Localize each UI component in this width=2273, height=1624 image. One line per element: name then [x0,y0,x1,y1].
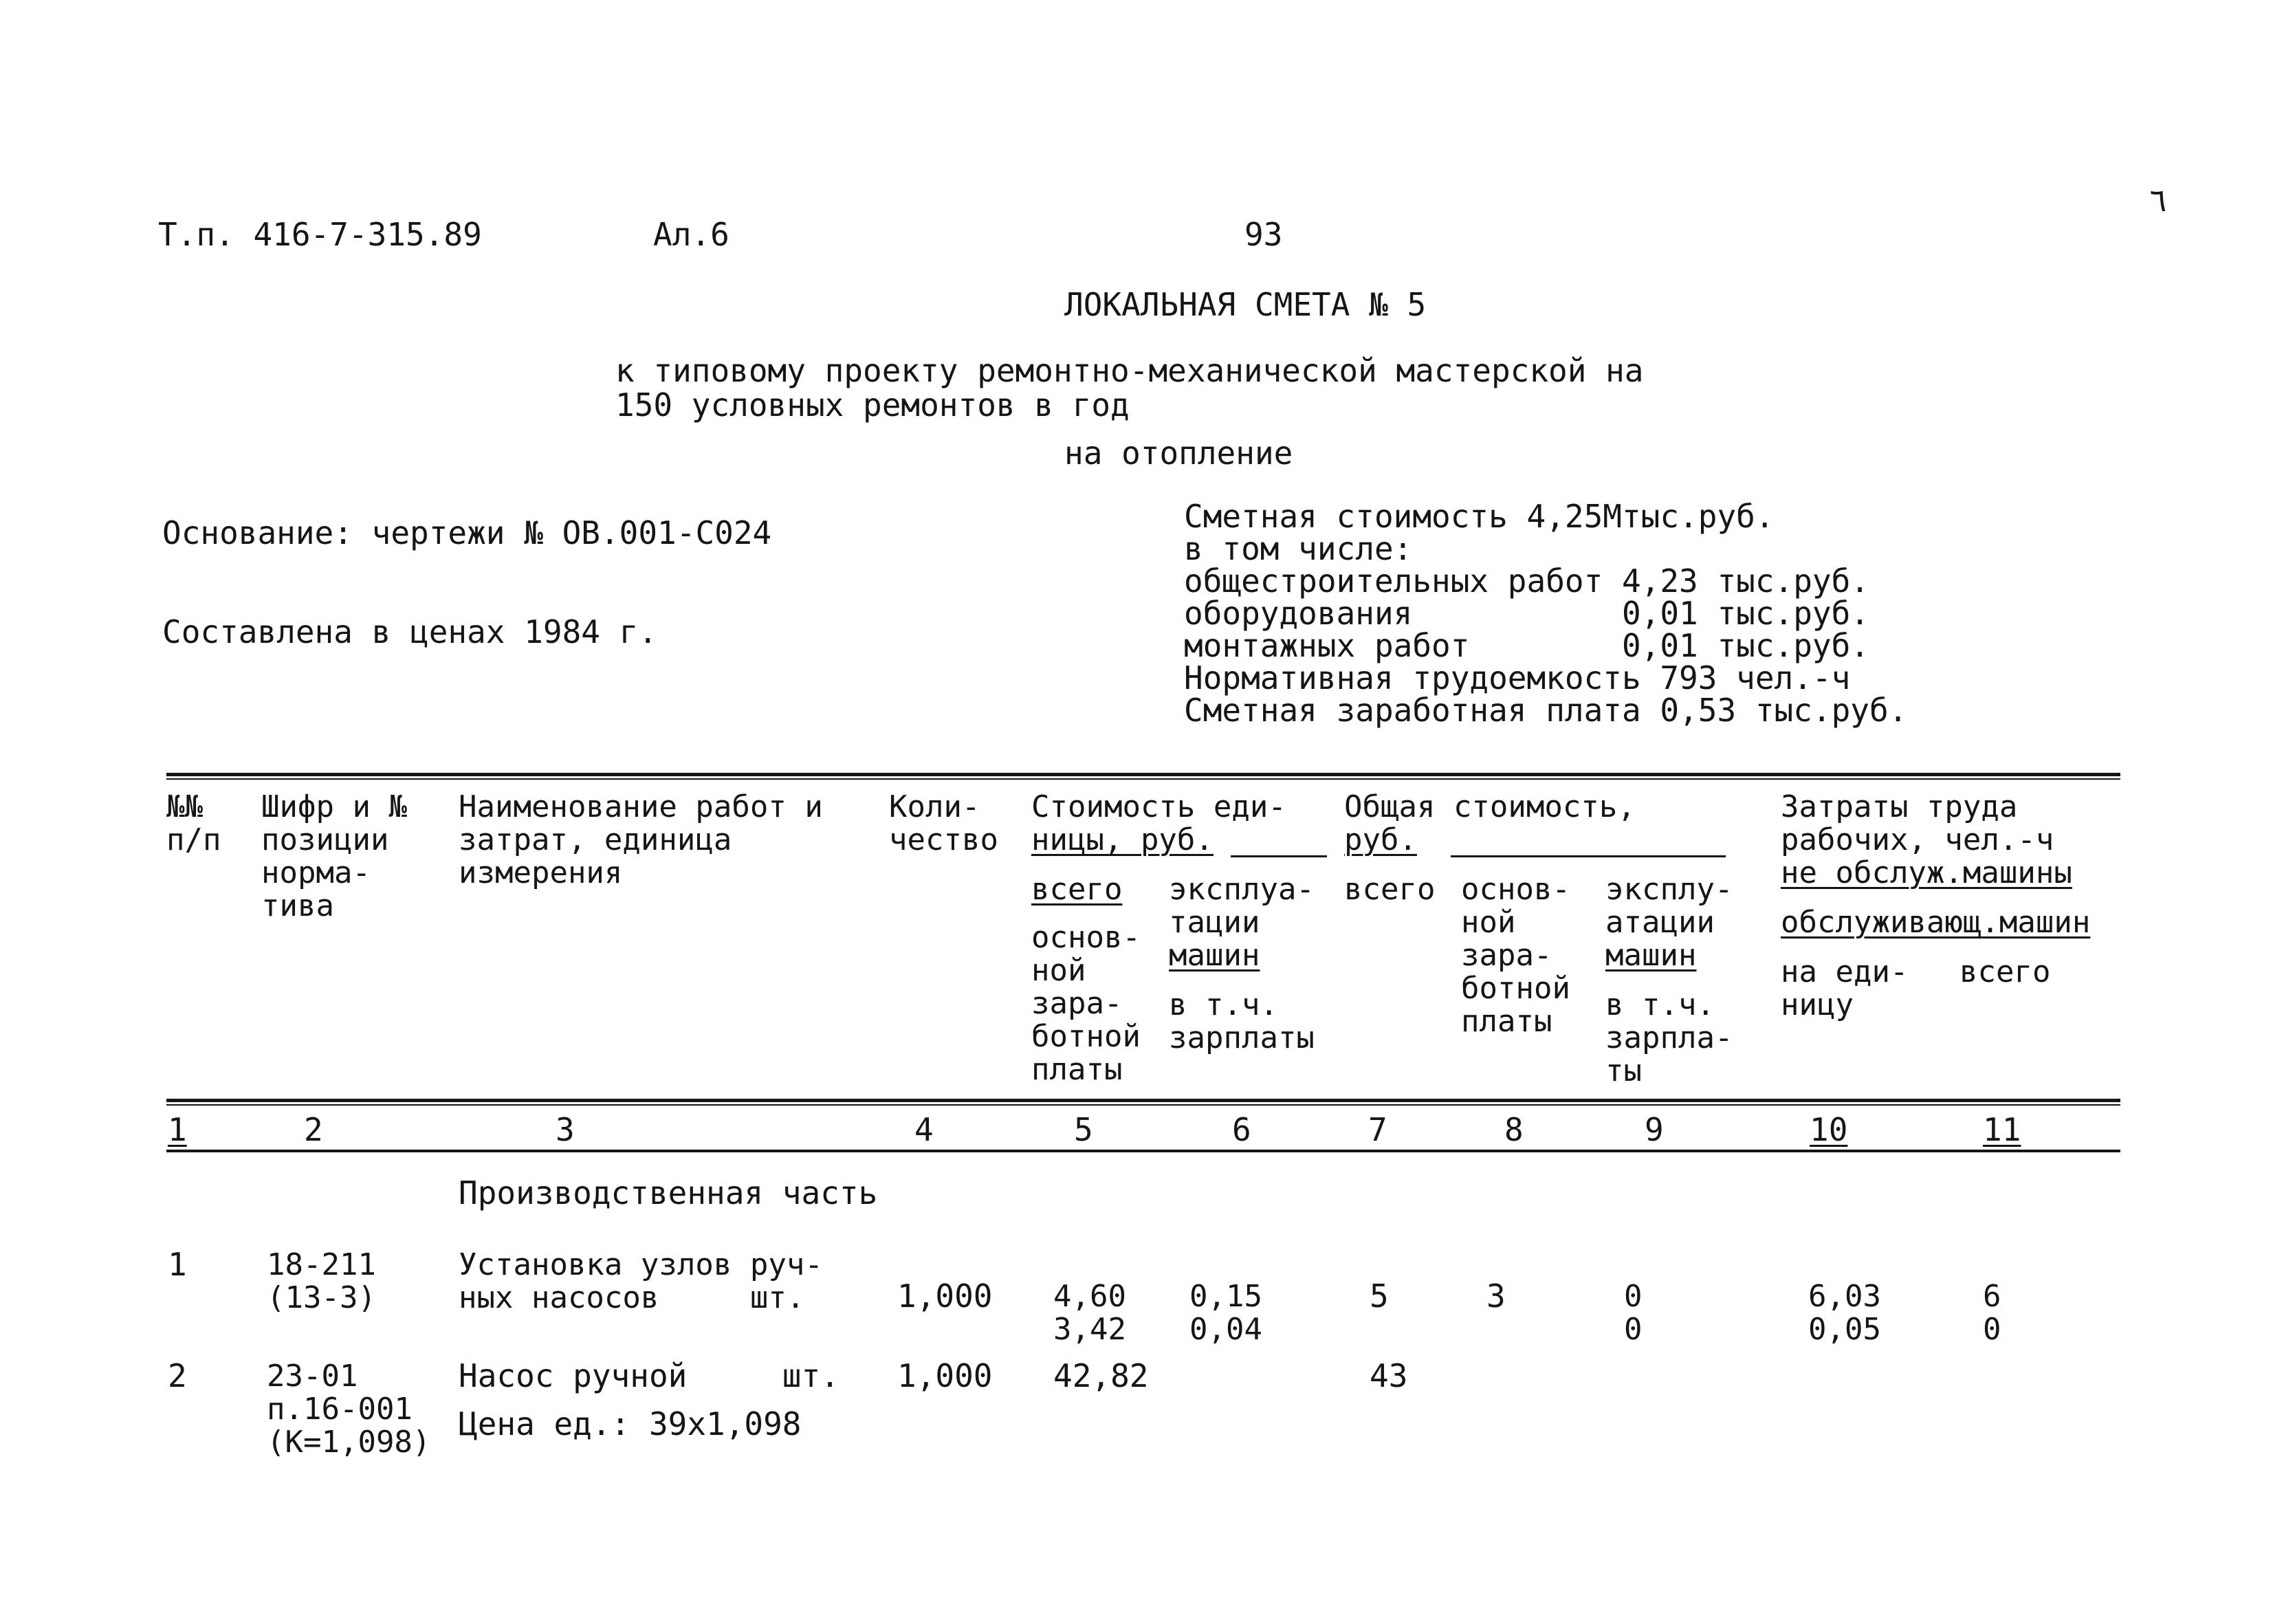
row-labor-total: 6 0 [1983,1279,2001,1347]
row-total-wages: 3 [1486,1277,1506,1315]
summary-line: Сметная стоимость 4,25Мтыс.руб. [1184,498,1775,535]
column-number: 11 [1983,1111,2021,1148]
cost-summary [1184,498,1908,729]
header-bottom-rule-thin [166,1104,2120,1106]
page-number: 93 [1244,216,1283,253]
column-number: 7 [1368,1111,1387,1148]
summary-line: оборудования 0,01 тыс.руб. [1184,595,1869,632]
col-header-labor-no-machines: не обслуж.машины [1781,855,2072,890]
col-header-total-all: всего [1344,872,1436,907]
column-number: 5 [1074,1111,1093,1148]
subtitle-line-3: на отопление [1064,435,1293,472]
table-top-rule [166,773,2120,776]
row-total-machines: 0 0 [1624,1279,1643,1347]
col-header-total-machines: эксплу- атации [1605,872,1733,940]
row-name: Установка узлов руч- ных насосов шт. [459,1247,823,1315]
col-header-labor-workers: рабочих, чел.-ч [1781,822,2054,857]
col-header-unit-machines-wages: в т.ч. зарплаты [1169,987,1315,1055]
row-number: 1 [168,1246,187,1283]
summary-line: монтажных работ 0,01 тыс.руб. [1184,627,1869,664]
col-header-code: Шифр и № позиции норма- тива [261,789,407,923]
summary-line: Сметная заработная плата 0,53 тыс.руб. [1184,692,1908,729]
row-labor-per-unit: 6,03 0,05 [1808,1279,1881,1347]
row-total-cost: 43 [1370,1357,1408,1394]
summary-line: Нормативная трудоемкость 793 чел.-ч [1184,659,1851,696]
column-number: 1 [168,1111,187,1148]
col-header-labor-machine-operators: обслуживающ.машин [1781,905,2091,940]
col-header-total-machines-b: машин [1605,938,1697,973]
project-code: Т.п. 416-7-315.89 [158,216,482,253]
row-unit-machines: 0,15 0,04 [1189,1279,1262,1347]
col-header-unit-cost: Стоимость еди- [1031,789,1286,824]
album-number: Ал.6 [653,216,729,253]
column-number: 8 [1504,1111,1524,1148]
row-price-note: Цена ед.: 39х1,098 [459,1405,802,1442]
column-number: 3 [556,1111,575,1148]
column-number: 10 [1810,1111,1848,1148]
col-header-total-machines-wages: в т.ч. зарпла- ты [1605,987,1733,1088]
column-number: 2 [304,1111,323,1148]
basis-prices: Составлена в ценах 1984 г. [162,613,658,650]
row-number: 2 [168,1357,187,1394]
col-header-unit-cost-unit: ницы, руб. [1031,822,1214,857]
col-header-unit-wages: основ- ной зара- ботной платы [1031,920,1141,1087]
corner-mark: ٦ [2149,182,2168,219]
column-number: 9 [1645,1111,1664,1148]
row-unit-cost: 4,60 3,42 [1053,1279,1126,1347]
col-header-total-wages: основ- ной зара- ботной платы [1461,872,1570,1039]
column-numbers-rule [166,1150,2120,1152]
summary-line: общестроительных работ 4,23 тыс.руб. [1184,562,1869,600]
column-number: 4 [914,1111,934,1148]
unit-cost-underline [1231,855,1327,857]
col-header-total-cost: Общая стоимость, [1344,789,1636,824]
col-header-unit-machines: эксплуа- тации [1169,872,1315,940]
summary-line: в том числе: [1184,530,1413,567]
header-bottom-rule [166,1099,2120,1102]
row-code: 18-211 (13-3) [267,1247,376,1315]
row-quantity: 1,000 [897,1357,993,1394]
col-header-unit-total: всего [1031,872,1123,907]
column-number: 6 [1232,1111,1251,1148]
row-unit-cost: 42,82 [1053,1357,1149,1394]
col-header-labor-per-unit: на еди- ницу [1781,954,1909,1022]
row-total-cost: 5 [1370,1277,1389,1315]
subtitle-line-2: 150 условных ремонтов в год [615,386,1130,424]
table-top-rule-thin [166,778,2120,780]
document-title: ЛОКАЛЬНАЯ СМЕТА № 5 [1064,286,1427,323]
col-header-name: Наименование работ и затрат, единица измерения [459,789,823,890]
row-quantity: 1,000 [897,1277,993,1315]
row-code: 23-01 п.16-001 (К=1,098) [267,1359,431,1460]
total-cost-underline [1451,855,1726,857]
col-header-unit-machines-b: машин [1169,938,1260,973]
subtitle-line-1: к типовому проекту ремонтно-механической мастерской на [615,352,1644,389]
col-header-total-cost-unit: руб. [1344,822,1417,857]
basis-drawings: Основание: чертежи № ОВ.001-С024 [162,514,772,551]
col-header-quantity: Коли- чество [889,789,998,857]
col-header-labor-total: всего [1959,954,2051,989]
col-header-labor: Затраты труда [1781,789,2018,824]
col-header-number: №№ п/п [166,789,221,857]
section-title: Производственная часть [459,1174,878,1211]
row-name: Насос ручной шт. [459,1357,839,1394]
